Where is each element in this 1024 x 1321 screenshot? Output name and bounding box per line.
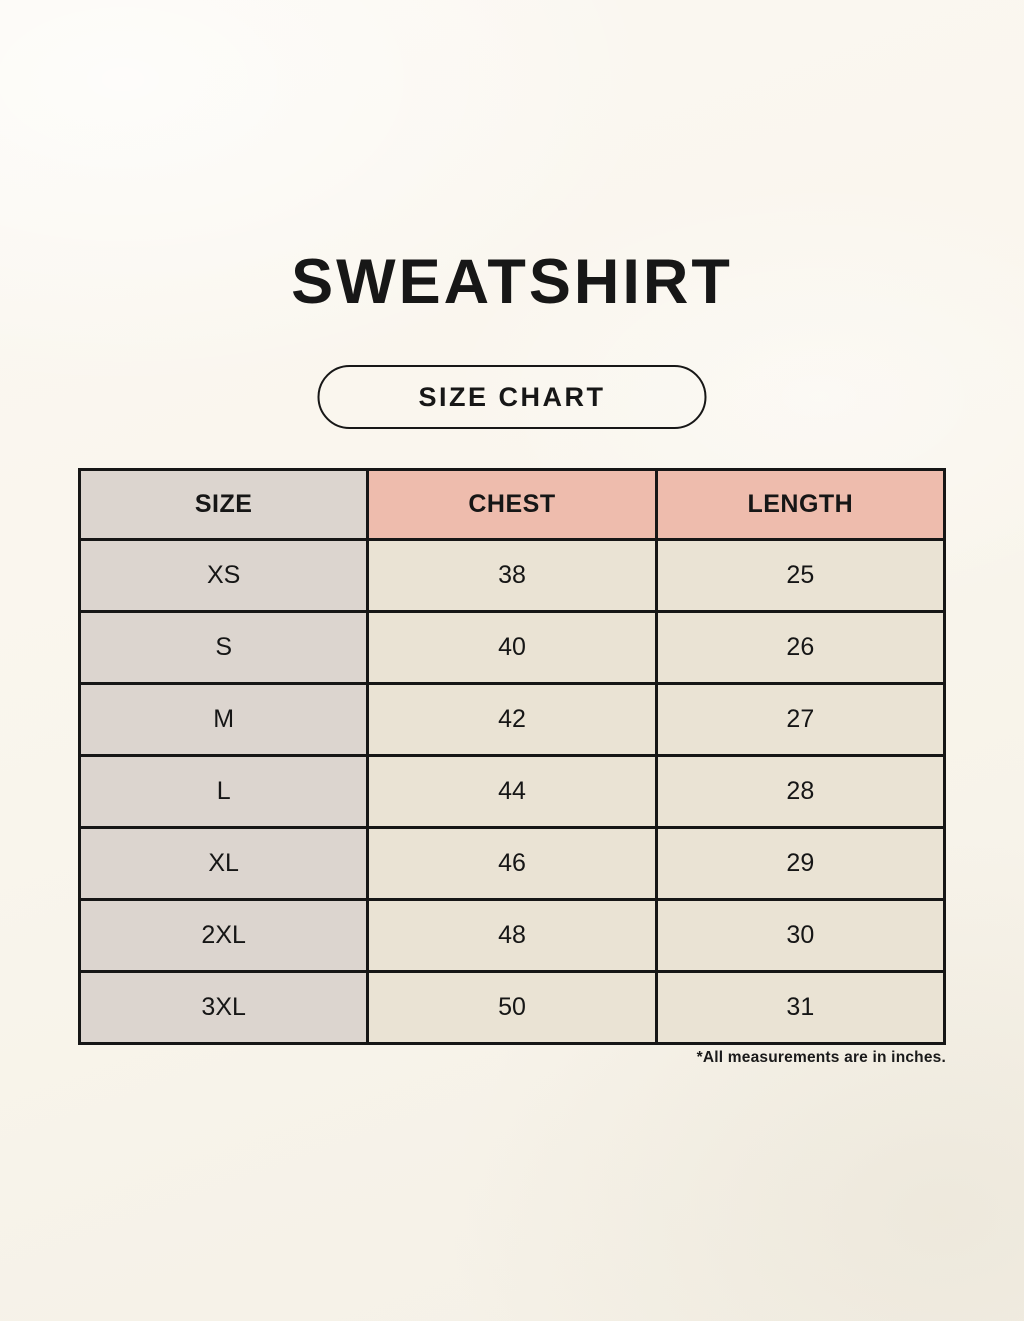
length-cell: 26 bbox=[656, 612, 944, 684]
table-body bbox=[80, 540, 945, 1044]
length-cell: 30 bbox=[656, 900, 944, 972]
size-cell: M bbox=[80, 684, 368, 756]
table-row bbox=[80, 972, 945, 1044]
table-row bbox=[80, 612, 945, 684]
chest-cell: 46 bbox=[368, 828, 656, 900]
length-cell: 25 bbox=[656, 540, 944, 612]
chest-cell: 44 bbox=[368, 756, 656, 828]
size-cell: XS bbox=[80, 540, 368, 612]
length-cell: 31 bbox=[656, 972, 944, 1044]
table-row bbox=[80, 540, 945, 612]
size-cell: XL bbox=[80, 828, 368, 900]
column-header-length: LENGTH bbox=[656, 470, 944, 540]
chest-cell: 38 bbox=[368, 540, 656, 612]
column-header-chest: CHEST bbox=[368, 470, 656, 540]
table-row bbox=[80, 900, 945, 972]
measurements-footnote: *All measurements are in inches. bbox=[696, 1049, 946, 1066]
table-row bbox=[80, 684, 945, 756]
table-header bbox=[80, 470, 945, 540]
chest-cell: 50 bbox=[368, 972, 656, 1044]
page-title: SWEATSHIRT bbox=[291, 247, 733, 317]
size-cell: 2XL bbox=[80, 900, 368, 972]
length-cell: 28 bbox=[656, 756, 944, 828]
length-cell: 29 bbox=[656, 828, 944, 900]
chest-cell: 40 bbox=[368, 612, 656, 684]
header-row bbox=[80, 470, 945, 540]
size-cell: 3XL bbox=[80, 972, 368, 1044]
size-cell: L bbox=[80, 756, 368, 828]
chest-cell: 42 bbox=[368, 684, 656, 756]
table-row bbox=[80, 828, 945, 900]
column-header-size: SIZE bbox=[80, 470, 368, 540]
chest-cell: 48 bbox=[368, 900, 656, 972]
size-chart-pill bbox=[318, 365, 707, 429]
size-chart-pill-label: SIZE CHART bbox=[418, 381, 606, 412]
table-row bbox=[80, 756, 945, 828]
size-cell: S bbox=[80, 612, 368, 684]
length-cell: 27 bbox=[656, 684, 944, 756]
size-chart-table bbox=[78, 468, 946, 1045]
